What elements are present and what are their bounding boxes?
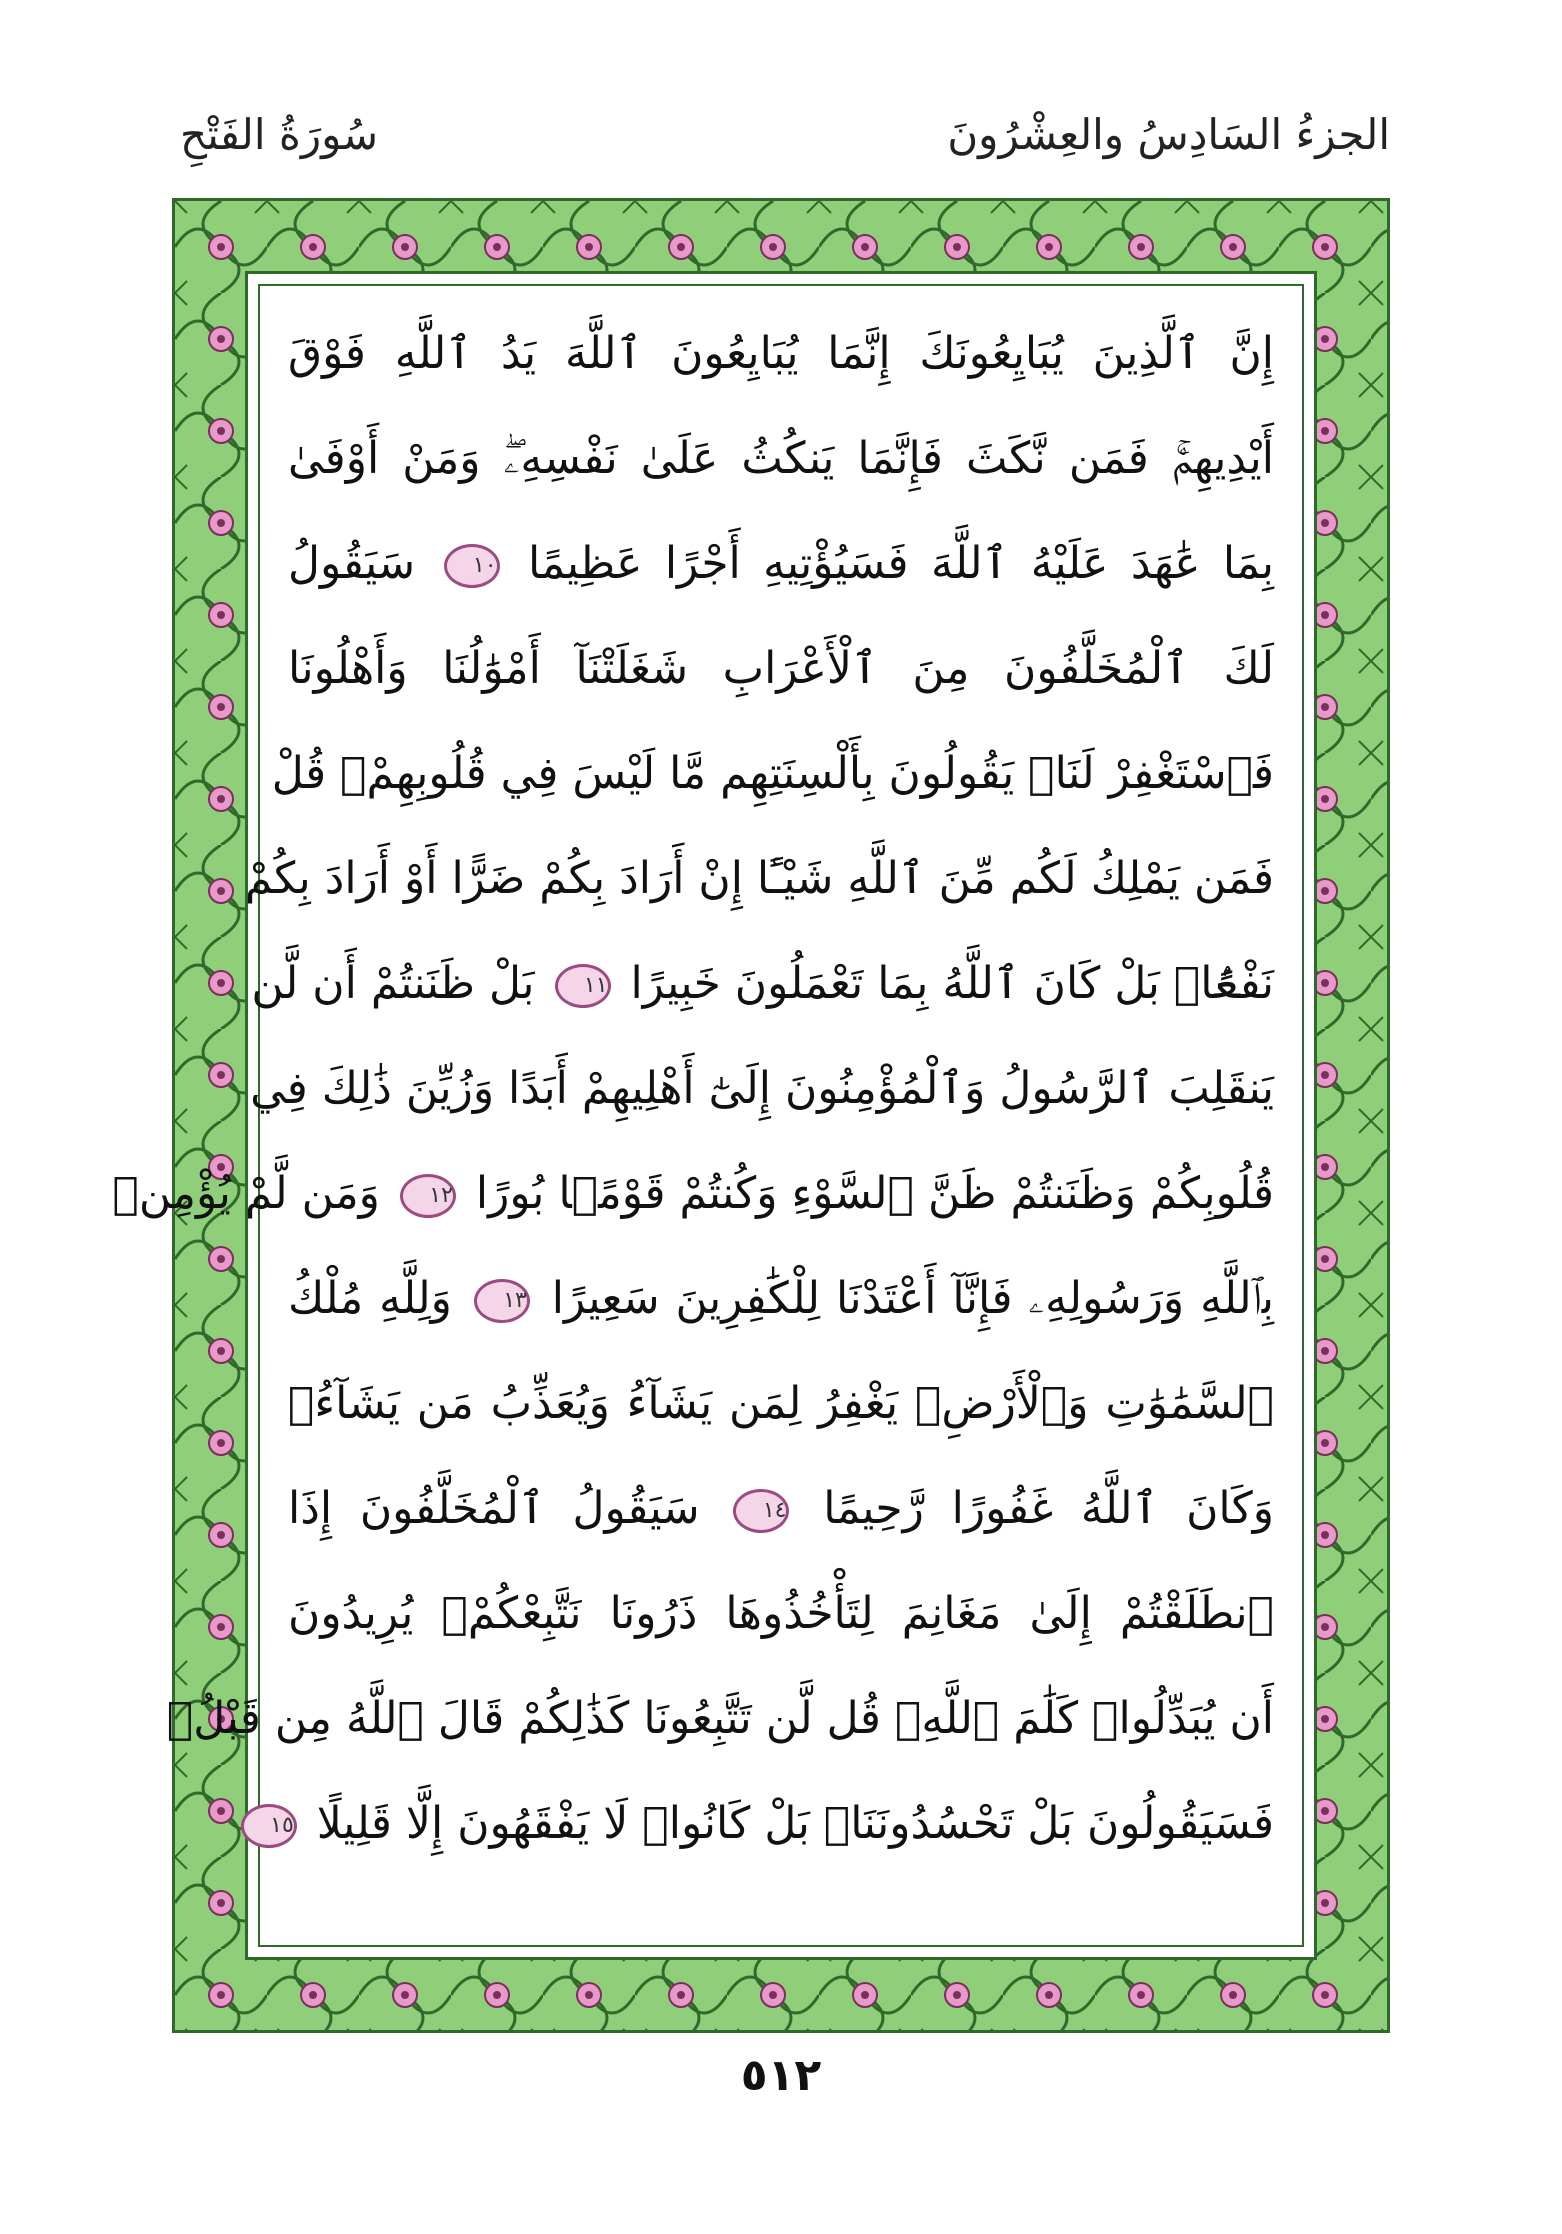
verse-line xyxy=(288,1564,1274,1664)
verse-line xyxy=(270,1774,1274,1874)
ornamental-frame xyxy=(112,198,1390,2033)
line-text: وَكَانَ ٱللَّهُ غَفُورًا رَّحِيمًا xyxy=(823,1483,1274,1534)
verse-line xyxy=(251,934,1274,1034)
verse-line xyxy=(244,829,1274,929)
ayah-marker: ١٥ xyxy=(241,1804,297,1848)
line-text: فَٱسْتَغْفِرْ لَنَاۚ يَقُولُونَ بِأَلْسِنَتِهِم مَّا لَيْسَ فِي قُلُوبِهِمْۚ قُلْ xyxy=(271,748,1274,799)
line-tail: وَلِلَّهِ مُلْكُ xyxy=(288,1273,452,1324)
line-text: يَنقَلِبَ ٱلرَّسُولُ وَٱلْمُؤْمِنُونَ إِلَىٰٓ أَهْلِيهِمْ أَبَدًا وَزُيِّنَ ذَٰلِكَ فِي xyxy=(250,1063,1274,1114)
verse-line xyxy=(166,1669,1274,1769)
page-header xyxy=(180,110,1390,200)
page-number: ٥١٢ xyxy=(740,2050,822,2101)
line-tail: وَمَن لَّمْ يُؤْمِنۢ xyxy=(112,1168,380,1219)
verse-line xyxy=(288,409,1274,509)
verse-line xyxy=(288,619,1274,719)
verse-line xyxy=(288,514,1274,614)
text-panel xyxy=(112,271,1317,1960)
line-tail: سَيَقُولُ ٱلْمُخَلَّفُونَ إِذَا xyxy=(288,1483,700,1534)
line-text: أَن يُبَدِّلُوا۟ كَلَٰمَ ٱللَّهِۚ قُل لَّن تَتَّبِعُونَا كَذَٰلِكُمْ قَالَ ٱللَّهُ مِن قَبْلُۖ xyxy=(166,1693,1274,1744)
line-text: بِٱللَّهِ وَرَسُولِهِۦ فَإِنَّآ أَعْتَدْنَا لِلْكَٰفِرِينَ سَعِيرًا xyxy=(551,1273,1274,1324)
verse-lines xyxy=(112,304,1274,1937)
surah-title: سُورَةُ الفَتْحِ xyxy=(180,110,379,159)
line-text: نَفْعًۢاۚ بَلْ كَانَ ٱللَّهُ بِمَا تَعْمَلُونَ خَبِيرًا xyxy=(630,958,1274,1009)
line-text: فَسَيَقُولُونَ بَلْ تَحْسُدُونَنَاۚ بَلْ كَانُوا۟ لَا يَفْقَهُونَ إِلَّا قَلِيلًا xyxy=(316,1798,1274,1849)
line-text: قُلُوبِكُمْ وَظَنَنتُمْ ظَنَّ ٱلسَّوْءِ وَكُنتُمْ قَوْمًۢا بُورًا xyxy=(475,1168,1274,1219)
ayah-marker: ١٣ xyxy=(474,1279,530,1323)
verse-line xyxy=(271,724,1274,824)
ayah-marker: ١٢ xyxy=(400,1174,456,1218)
verse-line xyxy=(288,1459,1274,1559)
ayah-marker: ١٤ xyxy=(733,1489,789,1533)
line-text: إِنَّ ٱلَّذِينَ يُبَايِعُونَكَ إِنَّمَا يُبَايِعُونَ ٱللَّهَ يَدُ ٱللَّهِ فَوْقَ xyxy=(288,328,1274,379)
verse-line xyxy=(112,1144,1274,1244)
line-tail: سَيَقُولُ xyxy=(288,538,416,589)
line-text: ٱنطَلَقْتُمْ إِلَىٰ مَغَانِمَ لِتَأْخُذُوهَا ذَرُونَا نَتَّبِعْكُمْۖ يُرِيدُونَ xyxy=(288,1588,1274,1639)
ayah-marker: ١٠ xyxy=(444,544,500,588)
line-text: فَمَن يَمْلِكُ لَكُم مِّنَ ٱللَّهِ شَيْـًٔا إِنْ أَرَادَ بِكُمْ ضَرًّا أَوْ أَرَادَ بِكُمْ xyxy=(244,853,1274,904)
line-text: أَيْدِيهِمْۚ فَمَن نَّكَثَ فَإِنَّمَا يَنكُثُ عَلَىٰ نَفْسِهِۦۖ وَمَنْ أَوْفَىٰ xyxy=(288,433,1274,484)
line-tail: بَلْ ظَنَنتُمْ أَن لَّن xyxy=(251,958,535,1009)
line-text: لَكَ ٱلْمُخَلَّفُونَ مِنَ ٱلْأَعْرَابِ شَغَلَتْنَآ أَمْوَٰلُنَا وَأَهْلُونَا xyxy=(288,643,1274,694)
juz-title: الجزءُ السَادِسُ والعِشْرُونَ xyxy=(947,110,1390,159)
verse-line xyxy=(288,1354,1274,1454)
ayah-marker: ١١ xyxy=(555,964,611,1008)
verse-line xyxy=(250,1039,1274,1139)
line-text: ٱلسَّمَٰوَٰتِ وَٱلْأَرْضِۚ يَغْفِرُ لِمَن يَشَآءُ وَيُعَذِّبُ مَن يَشَآءُۚ xyxy=(288,1378,1274,1429)
verse-line xyxy=(288,1249,1274,1349)
line-text: بِمَا عَٰهَدَ عَلَيْهُ ٱللَّهَ فَسَيُؤْتِيهِ أَجْرًا عَظِيمًا xyxy=(527,538,1274,589)
verse-line xyxy=(288,304,1274,404)
